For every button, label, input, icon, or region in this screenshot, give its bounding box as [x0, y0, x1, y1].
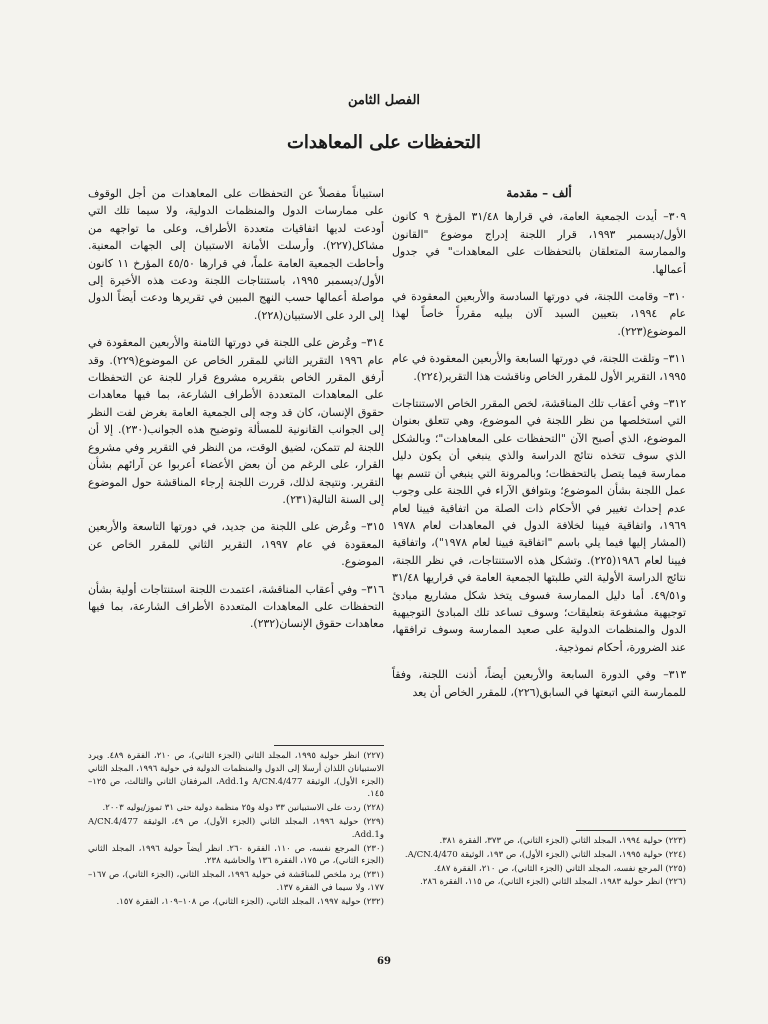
- footnote-224: (٢٢٤) حولية ١٩٩٥، المجلد الثاني (الجزء الأول)، ص ١٩٣، الوثيقة A/CN.4/470.: [404, 849, 686, 860]
- chapter-label: الفصل الثامن: [347, 93, 421, 108]
- paragraph-314: ٣١٤– وعُرض على اللجنة في دورتها الثامنة والأربعين المعقودة في عام ١٩٩٦ التقرير الثاني للمقرر الخاص عن الموضوع(٢٢٩). وقد أرفق المقرر الخاص بتقريره مشروع قرار للجنة عن التحفظات على المعاهدات المتعددة الأطراف الشارعة، بما فيها معاهدات حقوق الإنسان، كان قد وجه إلى الجمعية العامة بغرض لفت النظر إلى الجوانب القانونية للمسألة وتوضيح هذه الجوانب(٢٣٠). إلا أن اللجنة لم تتمكن، لضيق الوقت، من النظر في التقرير وفي مشروع القرار، على الرغم من أن بعض الأعضاء أعربوا عن آرائهم بشأن التقرير. ونتيجة لذلك، قررت اللجنة إرجاء المناقشة حول الموضوع إلى السنة التالية(٢٣١).: [88, 336, 384, 506]
- section-heading: ألف – مقدمة: [506, 186, 572, 200]
- footnote-rule: [576, 830, 686, 831]
- left-footnotes: [88, 745, 384, 910]
- paragraph-309: ٣٠٩– أيدت الجمعية العامة، في قرارها ٣١/٤٨ المؤرخ ٩ كانون الأول/ديسمبر ١٩٩٣، قرار اللجنة إدراج موضوع "القانون والممارسة المتعلقان بالتحفظات على المعاهدات" في جدول أعمالها.: [392, 210, 687, 276]
- footnote-227: (٢٢٧) انظر حولية ١٩٩٥، المجلد الثاني (الجزء الثاني)، ص ٢١٠، الفقرة ٤٨٩. ويرد الاستبيانان اللذان أرسلا إلى الدول والمنظمات الدولية في حولية ١٩٩٦، المجلد الثاني (الجزء الأول)، الوثيقة A/CN.4/477 وAdd.1، المرفقان الثاني والثالث، ص ١٢٥–١٤٥.: [88, 751, 385, 800]
- paragraph-310: ٣١٠– وقامت اللجنة، في دورتها السادسة والأربعين المعقودة في عام ١٩٩٤، بتعيين السيد آلان بيليه مقرراً خاصاً لهذا الموضوع(٢٢٣).: [392, 290, 686, 338]
- page-number: 69: [377, 956, 391, 967]
- footnote-230: (٢٣٠) المرجع نفسه، ص ١١٠، الفقرة ٢٦٠. انظر أيضاً حولية ١٩٩٦، المجلد الثاني (الجزء الثاني)، ص ١٧٥، الفقرة ١٣٦ والحاشية ٢٣٨.: [88, 843, 385, 867]
- footnote-rule: [274, 745, 384, 746]
- footnote-228: (٢٢٨) ردت على الاستبيانين ٣٣ دولة و٢٥ منظمة دولية حتى ٣١ تموز/يوليه ٢٠٠٣.: [102, 803, 384, 814]
- paragraph-311: ٣١١– وتلقت اللجنة، في دورتها السابعة والأربعين المعقودة في عام ١٩٩٥، التقرير الأول للمقرر الخاص وناقشت هذا التقرير(٢٢٤).: [392, 352, 686, 383]
- footnote-229: (٢٢٩) حولية ١٩٩٦، المجلد الثاني (الجزء الأول)، ص ٤٩، الوثيقة A/CN.4/477 وAdd.1.: [88, 816, 385, 840]
- right-column: [392, 185, 686, 711]
- paragraph-313: ٣١٣– وفي الدورة السابعة والأربعين أيضاً، أذنت اللجنة، وفقاً للممارسة التي اتبعتها في السابق(٢٢٦)، للمقرر الخاص أن يعد: [392, 668, 686, 699]
- left-column: [88, 185, 384, 643]
- footnote-231: (٢٣١) يرد ملخص للمناقشة في حولية ١٩٩٦، المجلد الثاني، (الجزء الثاني)، ص ١٦٧–١٧٧، ولا سيما في الفقرة ١٣٧.: [88, 870, 384, 893]
- right-footnotes: [392, 830, 686, 890]
- paragraph-312: ٣١٢– وفي أعقاب تلك المناقشة، لخص المقرر الخاص الاستنتاجات التي استخلصها من نظر اللجنة في الموضوع، وهي تتعلق بعنوان الموضوع، الذي أصبح الآن "التحفظات على المعاهدات"؛ وبالشكل الذي سوف تتخذه نتائج الدراسة والذي ينبغي أن يكون دليل ممارسة فيما يتصل بالتحفظات؛ وبالمرونة التي ينبغي أن تتسم بها عمل اللجنة بشأن الموضوع؛ وبتوافق الآراء في اللجنة على وجوب عدم إحداث تغيير في الأحكام ذات الصلة من اتفاقية فيينا لعام ١٩٦٩، واتفاقية فيينا لخلافة الدول في المعاهدات لعام ١٩٧٨ (المشار إليها فيما يلي باسم "اتفاقية فيينا لعام ١٩٧٨")، واتفاقية فيينا لعام ١٩٨٦(٢٢٥). وتشكل هذه الاستنتاجات، في نظر اللجنة، نتائج الدراسة الأولية التي طلبتها الجمعية العامة في قراريها ٣١/٤٨ و٤٩/٥١. أما دليل الممارسة فسوف يتخذ شكل مشاريع مبادئ توجيهية مشفوعة بتعليقات؛ وسوف تساعد تلك المبادئ التوجيهية الدول والمنظمات الدولية على صعيد الممارسة وسوف ترافقها، عند الضرورة، أحكام نموذجية.: [392, 397, 686, 654]
- chapter-title: التحفظات على المعاهدات: [286, 132, 482, 153]
- footnote-223: (٢٢٣) حولية ١٩٩٤، المجلد الثاني (الجزء الثاني)، ص ٣٧٣، الفقرة ٣٨١.: [439, 836, 686, 846]
- paragraph-313-continued: استبياناً مفصلاً عن التحفظات على المعاهدات من أجل الوقوف على ممارسات الدول والمنظمات الدولية، ولا سيما تلك التي أودعت لديها اتفاقيات متعددة الأطراف، وعلى ما تواجهه من مشاكل(٢٢٧). وأرسلت الأمانة الاستبيان إلى الجهات المعنية. وأحاطت الجمعية العامة علماً، في قرارها ٤٥/٥٠ المؤرخ ١١ كانون الأول/ديسمبر ١٩٩٥، باستنتاجات اللجنة ودعت هذه الأخيرة إلى مواصلة أعمالها حسب النهج المبين في تقريرها ودعت أيضاً الدول إلى الرد على الاستبيان(٢٢٨).: [88, 187, 384, 322]
- footnote-232: (٢٣٢) حولية ١٩٩٧، المجلد الثاني، (الجزء الثاني)، ص ١٠٨–١٠٩، الفقرة ١٥٧.: [116, 896, 384, 907]
- paragraph-315: ٣١٥– وعُرض على اللجنة من جديد، في دورتها التاسعة والأربعين المعقودة في عام ١٩٩٧، التقرير الثاني للمقرر الخاص عن الموضوع.: [88, 520, 384, 569]
- footnote-226: (٢٢٦) انظر حولية ١٩٨٣، المجلد الثاني (الجزء الثاني)، ص ١١٥، الفقرة ٢٨٦.: [420, 877, 686, 888]
- footnote-225: (٢٢٥) المرجع نفسه، المجلد الثاني (الجزء الثاني)، ص ٢١٠، الفقرة ٤٨٧.: [433, 863, 686, 874]
- paragraph-316: ٣١٦– وفي أعقاب المناقشة، اعتمدت اللجنة استنتاجات أولية بشأن التحفظات على المعاهدات المتعددة الأطراف الشارعة، بما فيها معاهدات حقوق الإنسان(٢٣٢).: [88, 582, 384, 631]
